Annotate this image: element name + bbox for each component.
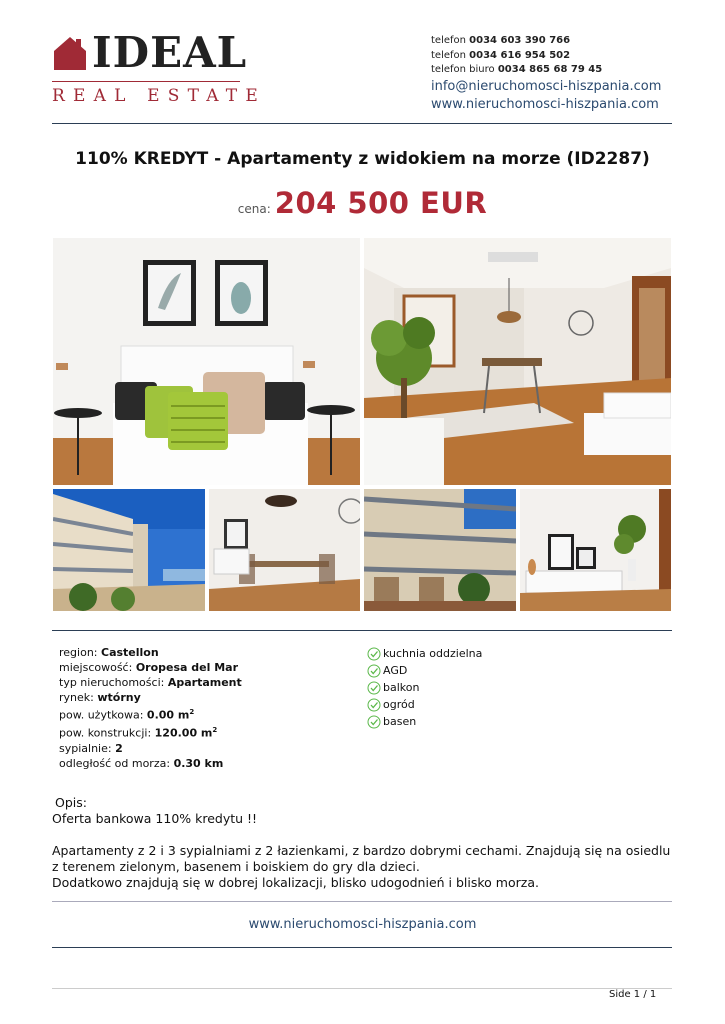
balcony-exterior-photo[interactable]: [364, 489, 516, 611]
phone-line-2: telefon 0034 616 954 502: [431, 49, 571, 61]
description-line-1: Oferta bankowa 110% kredytu !!: [52, 811, 258, 826]
price-label: cena:: [237, 202, 271, 216]
email-link[interactable]: info@nieruchomosci-hiszpania.com: [431, 78, 662, 94]
description-heading: Opis:: [55, 795, 87, 810]
checkmark-icon: [367, 715, 381, 729]
checkmark-icon: [367, 664, 381, 678]
feature-item: ogród: [367, 696, 482, 713]
photos-divider: [52, 630, 672, 631]
feature-item: kuchnia oddzielna: [367, 645, 482, 662]
description-divider: [52, 901, 672, 902]
brand-subtitle: REAL ESTATE: [52, 86, 266, 106]
page-footer-rule: [52, 988, 672, 989]
phone-line-1: telefon 0034 603 390 766: [431, 35, 571, 46]
feature-item: basen: [367, 713, 482, 730]
brand-name: IDEAL: [92, 28, 248, 77]
property-details: [59, 645, 242, 771]
price-value: 204 500 EUR: [274, 186, 488, 220]
detail-bedrooms: sypialnie: 2: [59, 741, 123, 755]
building-exterior-photo[interactable]: [53, 489, 205, 611]
description-line-3: Dodatkowo znajdują się w dobrej lokalizacji, blisko udogodnień i blisko morza.: [52, 875, 539, 890]
footer-divider: [52, 947, 672, 948]
website-link[interactable]: www.nieruchomosci-hiszpania.com: [431, 96, 659, 112]
price-row: [0, 186, 725, 220]
listing-title: 110% KREDYT - Apartamenty z widokiem na morze (ID2287): [75, 149, 650, 169]
contact-block: [431, 34, 661, 114]
living-room-tv-photo[interactable]: [520, 489, 671, 611]
detail-market: rynek: wtórny: [59, 691, 141, 705]
checkmark-icon: [367, 647, 381, 661]
bedroom-photo[interactable]: [53, 238, 360, 485]
detail-town: miejscowość: Oropesa del Mar: [59, 661, 239, 675]
feature-item: AGD: [367, 662, 482, 679]
header-divider: [52, 123, 672, 124]
brand-divider: [52, 81, 240, 82]
living-room-photo[interactable]: [364, 238, 671, 485]
description-block: [52, 795, 677, 891]
checkmark-icon: [367, 698, 381, 712]
detail-sea-distance: odległość od morza: 0.30 km: [59, 756, 224, 770]
description-line-2: Apartamenty z 2 i 3 sypialniami z 2 łazienkami, z bardzo dobrymi cechami. Znajdują się na osiedlu z terenem zielonym, basenem i boiskiem do gry dla dzieci.: [52, 843, 671, 874]
features-list: [367, 645, 482, 730]
detail-built-area: pow. konstrukcji: 120.00 $m^2$: [59, 726, 218, 740]
phone-line-3: telefon biuro 0034 865 68 79 45: [431, 64, 603, 75]
detail-usable-area: pow. użytkowa: 0.00 $m^2$: [59, 708, 195, 723]
house-logo-icon: [52, 35, 88, 71]
page-number: Side 1 / 1: [609, 989, 657, 1000]
detail-region: region: Castellon: [59, 646, 159, 659]
detail-type: typ nieruchomości: Apartament: [59, 676, 242, 690]
feature-item: balkon: [367, 679, 482, 696]
footer-website-link[interactable]: www.nieruchomosci-hiszpania.com: [248, 917, 477, 932]
dining-room-photo[interactable]: [209, 489, 360, 611]
checkmark-icon: [367, 681, 381, 695]
